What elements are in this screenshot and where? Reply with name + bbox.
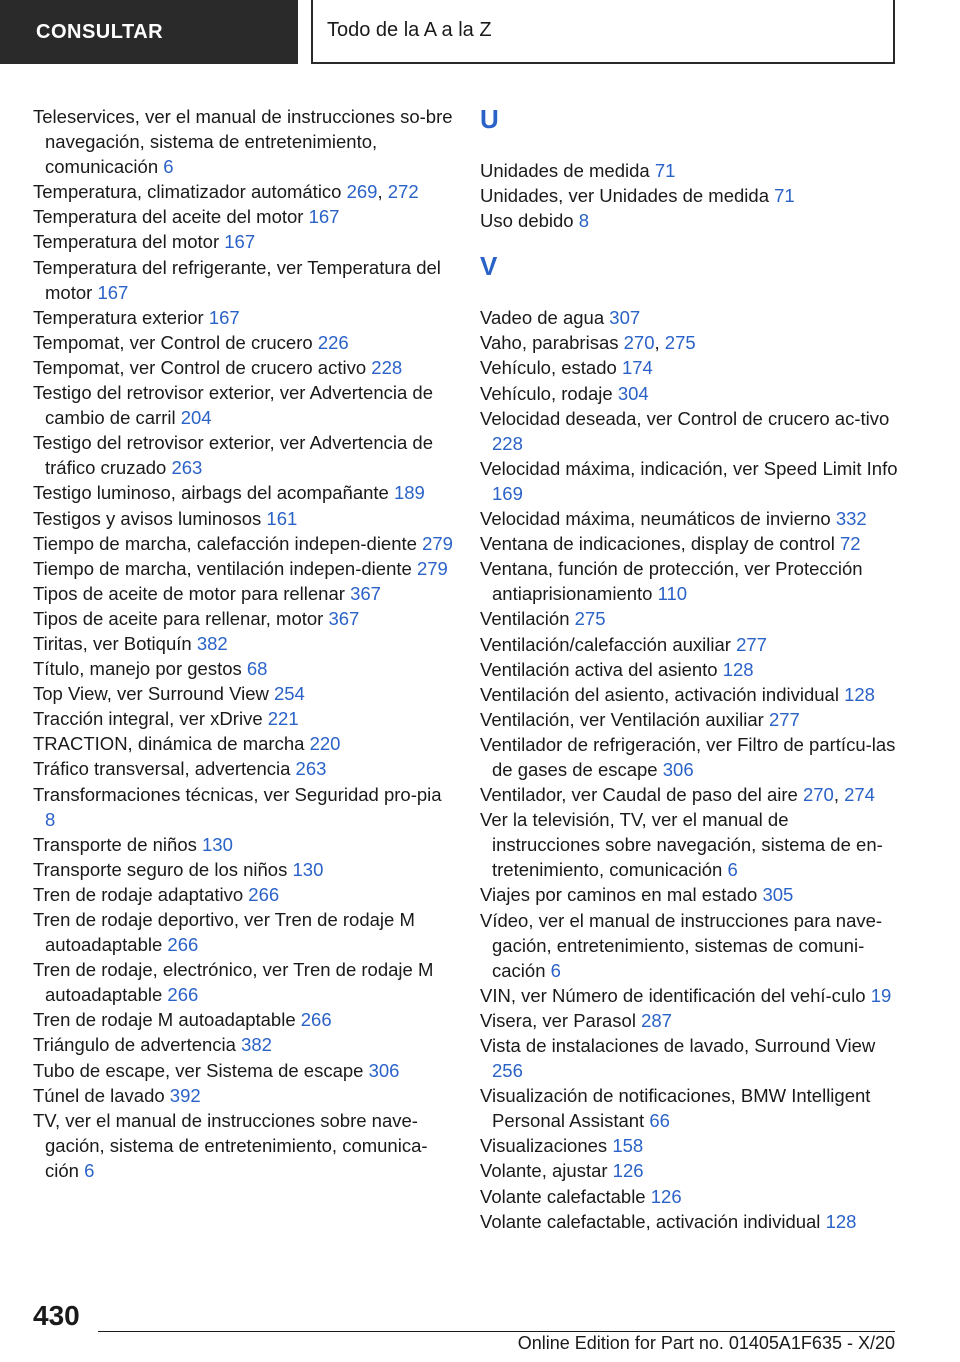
index-entry (33, 380, 453, 430)
index-entry (480, 556, 900, 606)
index-entry: Vaho, parabrisas 270, 275 (480, 332, 696, 354)
index-entry (33, 531, 453, 556)
index-entry (33, 857, 453, 882)
entry-text: Temperatura del refrigerante, ver Temperatura del motor (33, 256, 441, 303)
page-link[interactable]: 266 (167, 934, 199, 956)
index-entry (480, 1184, 900, 1209)
page-link[interactable]: 382 (241, 1034, 272, 1056)
index-entry (480, 1033, 900, 1083)
entry-text: Transporte seguro de los niños (33, 858, 288, 880)
page-link[interactable]: 392 (169, 1084, 201, 1106)
entry-text: Testigo del retrovisor exterior, ver Advertencia de tráfico cruzado (33, 432, 433, 479)
index-entry (33, 255, 453, 305)
page-link[interactable]: 8 (578, 210, 590, 232)
page-link[interactable]: 167 (224, 231, 256, 253)
edition-note: Online Edition for Part no. 01405A1F635 - X/20 (517, 1333, 895, 1353)
entry-text: Viajes por caminos en mal estado (480, 884, 758, 906)
entry-text: Ventilación, ver Ventilación auxiliar (480, 708, 764, 730)
index-entry (480, 158, 900, 183)
entry-text: Ventilación activa del asiento (480, 658, 718, 680)
index-entry (480, 908, 900, 983)
entry-text: Ventana de indicaciones, display de control (480, 533, 835, 555)
index-entry (33, 706, 453, 731)
index-entry (480, 1158, 900, 1183)
entry-text: Volante, ajustar (480, 1160, 608, 1182)
page-link[interactable]: 130 (292, 858, 324, 880)
page-link[interactable]: 71 (774, 185, 795, 207)
index-list-v (480, 305, 900, 1233)
index-entry (33, 229, 453, 254)
entry-text: Velocidad máxima, neumáticos de invierno (480, 508, 831, 530)
page-link[interactable]: 128 (722, 658, 754, 680)
page-link[interactable]: 272 (387, 181, 419, 203)
page-link[interactable]: 189 (393, 482, 425, 504)
entry-text: Visualizaciones (480, 1135, 608, 1157)
page-link[interactable]: 367 (328, 607, 360, 629)
entry-text: TRACTION, dinámica de marcha (33, 733, 305, 755)
index-entry (33, 305, 453, 330)
entry-text: Ventana, función de protección, ver Protección antiaprisionamiento (480, 558, 863, 605)
index-entry (480, 456, 900, 506)
page-link[interactable]: 228 (492, 432, 523, 454)
page-link[interactable]: 128 (825, 1210, 857, 1232)
index-entry (33, 430, 453, 480)
index-entry (480, 657, 900, 682)
entry-text: Túnel de lavado (33, 1084, 165, 1106)
entry-text: Top View, ver Surround View (33, 683, 269, 705)
page-link[interactable]: 263 (171, 457, 203, 479)
page-link[interactable]: 221 (267, 708, 299, 730)
index-entry (33, 832, 453, 857)
entry-text: Transporte de niños (33, 833, 197, 855)
entry-text: Vídeo, ver el manual de instrucciones para nave‐gación, entretenimiento, sistemas de comuni‐cación (480, 909, 883, 981)
index-entry: Temperatura, climatizador automático 269, 272 (33, 181, 419, 203)
page-link[interactable]: 167 (97, 281, 129, 303)
index-entry (480, 1083, 900, 1133)
entry-text: Temperatura, climatizador automático (33, 181, 342, 203)
index-entry (480, 1133, 900, 1158)
entry-text: Tubo de escape, ver Sistema de escape (33, 1059, 364, 1081)
index-entry (33, 1108, 453, 1183)
page-link[interactable]: 174 (621, 357, 653, 379)
entry-text: Tempomat, ver Control de crucero activo (33, 356, 367, 378)
entry-text: Volante calefactable (480, 1185, 646, 1207)
page-link[interactable]: 126 (612, 1160, 644, 1182)
entry-text: Testigos y avisos luminosos (33, 507, 262, 529)
entry-text: Velocidad máxima, indicación, ver Speed Limit Info (480, 457, 898, 479)
entry-text: Vista de instalaciones de lavado, Surround View (480, 1035, 876, 1056)
page-link[interactable]: 167 (308, 206, 340, 228)
page-link[interactable]: 167 (208, 306, 240, 328)
entry-text: Tracción integral, ver xDrive (33, 708, 263, 730)
index-entry (33, 330, 453, 355)
page-link[interactable]: 72 (839, 533, 861, 555)
page-link[interactable]: 226 (317, 331, 349, 353)
page-link[interactable]: 6 (727, 859, 738, 881)
index-entry (480, 983, 900, 1008)
index-entry (480, 506, 900, 531)
index-column-left (33, 104, 453, 1183)
page-link[interactable]: 71 (654, 160, 676, 181)
index-entry (480, 355, 900, 380)
chapter-title: Todo de la A a la Z (311, 0, 895, 64)
index-entry (480, 807, 900, 882)
index-entry (33, 104, 453, 179)
index-entry (33, 204, 453, 229)
page-link[interactable]: 307 (609, 307, 641, 329)
page-link[interactable]: 277 (736, 633, 767, 655)
page-header (0, 0, 960, 66)
page-link[interactable]: 6 (84, 1159, 95, 1181)
index-entry (33, 907, 453, 957)
index-entry (33, 1007, 453, 1032)
entry-text: Testigo del retrovisor exterior, ver Advertencia de cambio de carril (33, 382, 433, 429)
index-entry (480, 531, 900, 556)
index-entry (480, 682, 900, 707)
entry-text: Tiritas, ver Botiquín (33, 632, 192, 654)
entry-text: Visualización de notificaciones, BMW Intelligent Personal Assistant (480, 1085, 871, 1132)
entry-text: Visera, ver Parasol (480, 1009, 636, 1031)
entry-text: Tren de rodaje adaptativo (33, 883, 244, 905)
entry-text: Uso debido (480, 210, 574, 232)
page-link[interactable]: 66 (649, 1110, 670, 1132)
index-entry (33, 581, 453, 606)
index-entry (480, 882, 900, 907)
entry-text: Vehículo, rodaje (480, 382, 613, 404)
index-entry (33, 656, 453, 681)
index-entry (33, 606, 453, 631)
index-entry (480, 632, 900, 657)
entry-text: Temperatura del aceite del motor (33, 206, 304, 228)
entry-text: Ventilación (480, 608, 570, 630)
entry-text: Vadeo de agua (480, 307, 605, 329)
page-link[interactable]: 275 (664, 332, 696, 354)
page-link[interactable]: 169 (492, 482, 523, 504)
entry-text: Unidades, ver Unidades de medida (480, 185, 769, 207)
index-entry (480, 1008, 900, 1033)
page-link[interactable]: 332 (835, 508, 867, 530)
page-link[interactable]: 306 (368, 1059, 400, 1081)
entry-text: Tipos de aceite para rellenar, motor (33, 607, 324, 629)
index-entry (480, 606, 900, 631)
entry-text: Testigo luminoso, airbags del acompañante (33, 482, 389, 504)
entry-text: Tren de rodaje M autoadaptable (33, 1009, 296, 1031)
page-link[interactable]: 263 (295, 758, 327, 780)
index-entry (33, 556, 453, 581)
page-link[interactable]: 228 (371, 356, 403, 378)
page-link[interactable]: 266 (167, 984, 199, 1006)
page-link[interactable]: 204 (180, 407, 212, 429)
index-entry (480, 305, 900, 330)
entry-text: Tempomat, ver Control de crucero (33, 331, 313, 353)
index-entry (480, 732, 900, 782)
entry-text: Título, manejo por gestos (33, 658, 242, 680)
page-link[interactable]: 266 (300, 1009, 332, 1031)
page-link[interactable]: 270 (623, 332, 655, 354)
page-link[interactable]: 305 (762, 884, 794, 906)
index-letter-u: U (480, 104, 499, 134)
page-link[interactable]: 269 (346, 181, 378, 203)
index-entry (33, 681, 453, 706)
page-link[interactable]: 68 (246, 658, 268, 680)
index-entry (33, 631, 453, 656)
page-link[interactable]: 19 (870, 984, 892, 1006)
index-entry (33, 480, 453, 505)
index-entry (480, 707, 900, 732)
entry-text: Ventilador, ver Caudal de paso del aire (480, 784, 798, 806)
entry-text: Tiempo de marcha, calefacción indepen‐diente (33, 532, 417, 554)
index-entry (480, 183, 900, 208)
entry-text: Tráfico transversal, advertencia (33, 758, 291, 780)
page-link[interactable]: 279 (416, 557, 448, 579)
page-link[interactable]: 256 (492, 1060, 523, 1082)
page-link[interactable]: 306 (662, 758, 694, 780)
entry-text: Velocidad deseada, ver Control de crucero ac‐tivo (480, 407, 890, 429)
entry-text: Ventilador de refrigeración, ver Filtro de partícu‐las de gases de escape (480, 733, 896, 780)
page-link[interactable]: 128 (844, 683, 875, 705)
entry-text: TV, ver el manual de instrucciones sobre nave‐gación, sistema de entretenimiento, comunica‐ción (33, 1109, 428, 1181)
page-link[interactable]: 367 (350, 582, 381, 604)
entry-text: Tren de rodaje deportivo, ver Tren de rodaje M autoadaptable (33, 909, 415, 956)
entry-text: Ventilación del asiento, activación individual (480, 683, 839, 705)
page-link[interactable]: 274 (844, 784, 875, 806)
index-entry (480, 1209, 900, 1234)
entry-text: Unidades de medida (480, 160, 650, 181)
entry-text: Tiempo de marcha, ventilación indepen‐diente (33, 557, 412, 579)
section-tab[interactable]: CONSULTAR (0, 0, 298, 64)
index-entry (33, 782, 453, 832)
page-link[interactable]: 275 (574, 608, 606, 630)
page-link[interactable]: 158 (612, 1135, 644, 1157)
entry-text: Ver la televisión, TV, ver el manual de instrucciones sobre navegación, sistema de en‐tretenimiento, comunicación (480, 809, 883, 881)
page-link[interactable]: 382 (196, 632, 228, 654)
entry-text: Tren de rodaje, electrónico, ver Tren de rodaje M autoadaptable (33, 959, 434, 1006)
index-entry (33, 1032, 453, 1057)
page-link[interactable]: 220 (309, 733, 341, 755)
entry-text: Tipos de aceite de motor para rellenar (33, 582, 345, 604)
index-entry (33, 1058, 453, 1083)
page-link[interactable]: 6 (163, 156, 174, 178)
page-link[interactable]: 270 (802, 784, 834, 806)
page-link[interactable]: 279 (422, 532, 453, 554)
page-link[interactable]: 287 (641, 1009, 672, 1031)
page-link[interactable]: 130 (202, 833, 233, 855)
footer-divider (98, 1331, 895, 1332)
page-link[interactable]: 8 (45, 808, 56, 830)
page-link[interactable]: 126 (650, 1185, 682, 1207)
entry-text: Teleservices, ver el manual de instrucciones so‐bre navegación, sistema de entretenimiento, comunicación (33, 106, 453, 178)
index-entry (33, 355, 453, 380)
index-letter-v: V (480, 251, 498, 282)
index-entry (33, 756, 453, 781)
page-link[interactable]: 161 (266, 507, 298, 529)
index-entry: Ventilador, ver Caudal de paso del aire 270, 274 (480, 784, 875, 806)
page-link[interactable]: 110 (657, 583, 688, 605)
index-entry (33, 1083, 453, 1108)
index-entry (480, 406, 900, 456)
entry-text: Volante calefactable, activación individual (480, 1210, 821, 1232)
index-list-u (480, 158, 900, 233)
page-link[interactable]: 254 (273, 683, 305, 705)
index-column-right (480, 104, 900, 1234)
index-entry (480, 208, 900, 233)
page-link[interactable]: 304 (617, 382, 649, 404)
index-entry (33, 731, 453, 756)
entry-text: Vehículo, estado (480, 357, 617, 379)
entry-text: Triángulo de advertencia (33, 1034, 236, 1056)
entry-text: Vaho, parabrisas (480, 332, 619, 354)
index-entry (33, 506, 453, 531)
index-entry (33, 882, 453, 907)
page-number: 430 (33, 1300, 80, 1331)
entry-text: Transformaciones técnicas, ver Seguridad pro‐pia (33, 783, 442, 805)
entry-text: Temperatura del motor (33, 231, 220, 253)
index-entry (480, 381, 900, 406)
page-link[interactable]: 266 (248, 883, 280, 905)
entry-text: VIN, ver Número de identificación del vehí‐culo (480, 984, 866, 1006)
page-link[interactable]: 277 (768, 708, 800, 730)
index-entry (33, 957, 453, 1007)
entry-text: Temperatura exterior (33, 306, 204, 328)
entry-text: Ventilación/calefacción auxiliar (480, 633, 731, 655)
page-link[interactable]: 6 (550, 959, 561, 981)
